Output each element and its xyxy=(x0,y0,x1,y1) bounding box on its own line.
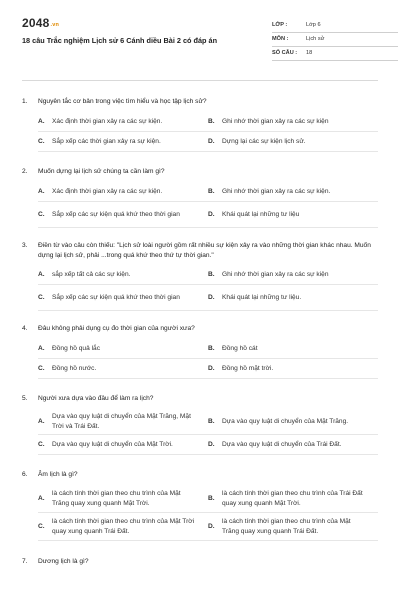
meta-label: LỚP : xyxy=(272,22,288,28)
question-text: 7. Dương lịch là gì? xyxy=(22,558,89,565)
options xyxy=(38,112,378,152)
meta-row-class xyxy=(272,19,398,33)
site-logo[interactable]: 2048.vn xyxy=(22,16,60,30)
option-a[interactable]: A. sắp xếp tất cả các sự kiện. xyxy=(38,270,131,278)
question-number: 6. xyxy=(22,471,28,478)
option-d[interactable]: D. Khái quát lại những tư liệu xyxy=(208,210,300,218)
option-a[interactable]: A. Xác định thời gian xảy ra các sự kiện. xyxy=(38,187,163,195)
question-number: 4. xyxy=(22,325,28,332)
options xyxy=(38,339,378,379)
option-row xyxy=(38,132,378,152)
question-6 xyxy=(22,470,378,541)
option-c[interactable]: C. Dựa vào quy luật di chuyển của Mặt Trời. xyxy=(38,440,173,448)
options xyxy=(38,182,378,228)
option-row xyxy=(38,265,378,285)
option-row xyxy=(38,359,378,379)
option-b[interactable]: B. Đồng hồ cát xyxy=(208,344,258,352)
header-divider xyxy=(22,80,378,81)
option-a[interactable]: A. là cách tính thời gian theo chu trình của Mặt Trăng quay xung quanh Mặt Trời. xyxy=(38,490,181,507)
option-b[interactable]: B. Ghi nhớ thời gian xảy ra các sự kiện xyxy=(208,117,329,125)
option-b[interactable]: B. Ghi nhớ thời gian xảy ra các sự kiện. xyxy=(208,187,331,195)
option-c[interactable]: C. Sắp xếp các sự kiện quá khứ theo thời gian xyxy=(38,210,180,218)
question-text: 6. Âm lịch là gì? xyxy=(22,471,78,478)
meta-label: MÔN : xyxy=(272,36,289,42)
option-d[interactable]: D. là cách tính thời gian theo chu trình của Mặt Trăng quay xung quanh Trái Đất. xyxy=(208,518,351,535)
question-number: 5. xyxy=(22,395,28,402)
option-d[interactable]: D. Dựng lại các sự kiện lịch sử. xyxy=(208,137,306,145)
meta-value: Lịch sử xyxy=(306,36,325,42)
question-5 xyxy=(22,394,378,455)
options xyxy=(38,485,378,541)
option-b[interactable]: B. là cách tính thời gian theo chu trình của Trái Đất quay xung quanh Mặt Trời. xyxy=(208,490,363,507)
option-row xyxy=(38,182,378,202)
options xyxy=(38,265,378,311)
option-row xyxy=(38,112,378,132)
meta-value: Lớp 6 xyxy=(306,22,321,28)
question-number: 3. xyxy=(22,242,28,249)
question-2 xyxy=(22,167,378,228)
option-c[interactable]: C. Sắp xếp các sự kiện quá khứ theo thời gian xyxy=(38,293,180,301)
option-d[interactable]: D. Khái quát lại những tư liệu. xyxy=(208,293,302,301)
option-row xyxy=(38,485,378,513)
option-d[interactable]: D. Đồng hồ mặt trời. xyxy=(208,364,274,372)
worksheet-header xyxy=(22,14,378,80)
option-d[interactable]: D. Dựa vào quy luật di chuyển của Trái Đất. xyxy=(208,440,342,448)
question-text: 1. Nguyên tắc cơ bản trong việc tìm hiểu và học tập lịch sử? xyxy=(22,98,207,105)
meta-table xyxy=(272,19,398,61)
question-number: 1. xyxy=(22,98,28,105)
option-row xyxy=(38,435,378,455)
question-text: 4. Đâu không phải dụng cụ đo thời gian của người xưa? xyxy=(22,325,195,332)
option-b[interactable]: B. Ghi nhớ thời gian xảy ra các sự kiện xyxy=(208,270,329,278)
question-number: 7. xyxy=(22,558,28,565)
option-c[interactable]: C. Sắp xếp các thời gian xảy ra sự kiện. xyxy=(38,137,161,145)
option-row xyxy=(38,285,378,311)
option-a[interactable]: A. Xác định thời gian xảy ra các sự kiện. xyxy=(38,117,163,125)
option-row xyxy=(38,202,378,228)
option-c[interactable]: C. Đồng hồ nước. xyxy=(38,364,97,372)
meta-label: SỐ CÂU : xyxy=(272,50,298,56)
option-a[interactable]: A. Dựa vào quy luật di chuyển của Mặt Trăng, Mặt Trời và Trái Đất. xyxy=(38,413,191,430)
option-row xyxy=(38,409,378,435)
option-c[interactable]: C. là cách tính thời gian theo chu trình của Mặt Trời quay xung quanh Trái Đất. xyxy=(38,518,195,535)
question-7 xyxy=(22,557,378,567)
question-text: 3. Điền từ vào câu còn thiếu: "Lịch sử loài người gồm rất nhiều sự kiện xảy ra vào những thời gian khác nhau. Muốn dựng lại lịch sử, phải ...trong quá khứ theo thứ tự thời gian." xyxy=(22,242,371,259)
question-4 xyxy=(22,324,378,379)
question-text: 2. Muốn dựng lại lịch sử chúng ta cần làm gì? xyxy=(22,168,165,175)
question-text: 5. Người xưa dựa vào đâu để làm ra lịch? xyxy=(22,395,154,402)
option-a[interactable]: A. Đồng hồ quả lắc xyxy=(38,344,101,352)
question-3 xyxy=(22,241,378,311)
meta-row-count xyxy=(272,47,398,61)
question-number: 2. xyxy=(22,168,28,175)
option-b[interactable]: B. Dựa vào quy luật di chuyển của Mặt Trăng. xyxy=(208,417,349,425)
meta-row-subject xyxy=(272,33,398,47)
option-row xyxy=(38,513,378,541)
option-row xyxy=(38,339,378,359)
meta-value: 18 xyxy=(306,50,313,56)
question-1 xyxy=(22,97,378,152)
document-title: 18 câu Trắc nghiệm Lịch sử 6 Cánh diều Bài 2 có đáp án xyxy=(22,36,218,45)
options xyxy=(38,409,378,455)
